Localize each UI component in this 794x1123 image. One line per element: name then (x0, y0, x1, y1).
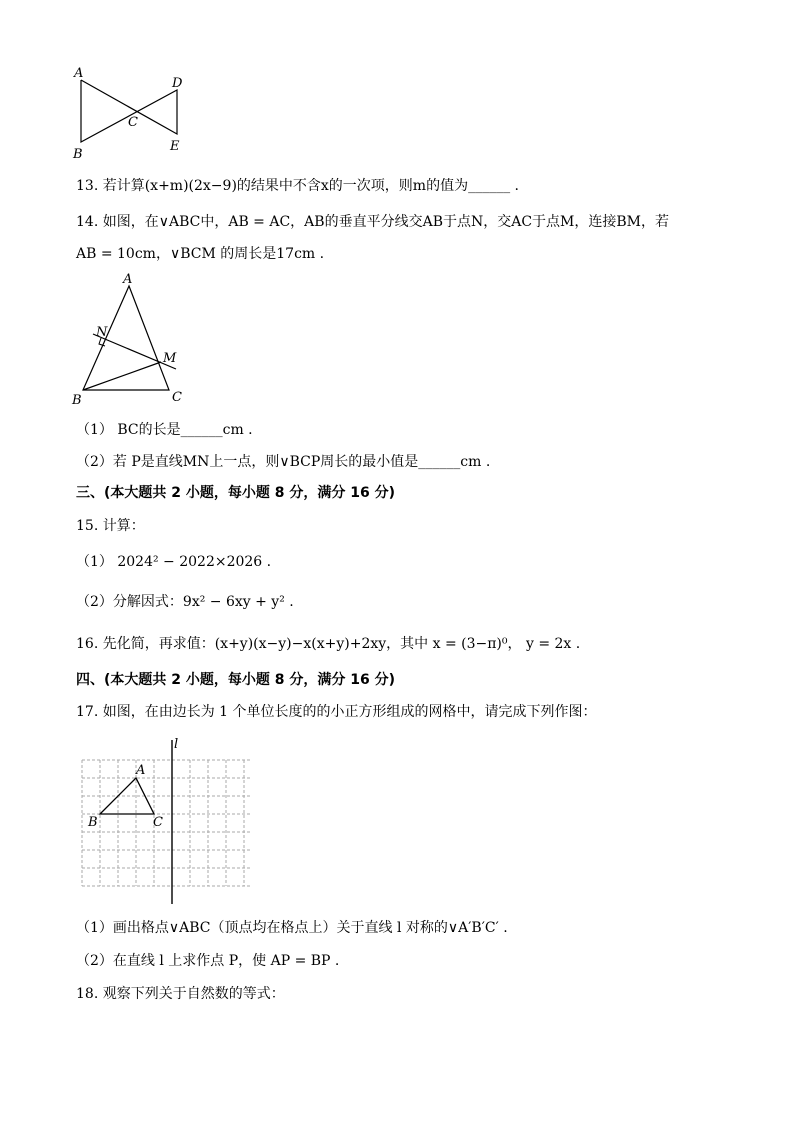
label-A: A (136, 763, 146, 778)
label-C: C (128, 115, 138, 130)
label-A: A (74, 66, 84, 81)
section-3-heading: 三、(本大题共 2 小题，每小题 8 分，满分 16 分) (76, 485, 396, 501)
question-14-part2: （2）若 P是直线MN上一点，则∨BCP周长的最小值是______cm . (76, 454, 491, 470)
question-15-title: 15. 计算： (76, 518, 145, 534)
question-18: 18. 观察下列关于自然数的等式： (76, 986, 285, 1002)
label-C: C (153, 815, 163, 830)
label-M: M (163, 351, 177, 366)
question-15-part1: （1） 2024² − 2022×2026 . (76, 554, 272, 570)
label-B: B (72, 393, 82, 408)
label-B: B (73, 147, 83, 162)
question-16: 16. 先化简，再求值：(x+y)(x−y)−x(x+y)+2xy，其中 x = (3−π)⁰， y = 2x . (76, 636, 581, 652)
question-17-part1: （1）画出格点∨ABC（顶点均在格点上）关于直线 l 对称的∨A′B′C′ . (76, 920, 508, 936)
question-17-title: 17. 如图，在由边长为 1 个单位长度的的小正方形组成的网格中，请完成下列作图： (76, 704, 597, 720)
triangle-figure (68, 272, 198, 408)
bowtie-lines (81, 80, 177, 142)
question-17-part2: （2）在直线 l 上求作点 P，使 AP = BP . (76, 953, 340, 969)
question-13: 13. 若计算(x+m)(2x−9)的结果中不含x的一次项，则m的值为______ . (76, 178, 519, 194)
label-l: l (174, 737, 179, 752)
label-B: B (88, 815, 98, 830)
grid-figure (76, 736, 258, 908)
label-N: N (96, 325, 108, 340)
section-4-heading: 四、(本大题共 2 小题，每小题 8 分，满分 16 分) (76, 672, 396, 688)
bowtie-figure (68, 62, 198, 162)
label-A: A (123, 272, 133, 287)
label-C: C (172, 390, 182, 405)
label-E: E (170, 139, 180, 154)
grid-lines (82, 760, 252, 886)
label-D: D (172, 76, 183, 91)
question-15-part2: （2）分解因式：9x² − 6xy + y² . (76, 594, 294, 610)
question-14-line1: 14. 如图，在∨ABC中，AB = AC，AB的垂直平分线交AB于点N，交AC于点M，连接BM，若 (76, 214, 670, 230)
question-14-line2: AB = 10cm，∨BCM 的周长是17cm . (76, 246, 325, 262)
segment-bm (83, 362, 161, 390)
question-14-part1: （1） BC的长是______cm . (76, 422, 253, 438)
